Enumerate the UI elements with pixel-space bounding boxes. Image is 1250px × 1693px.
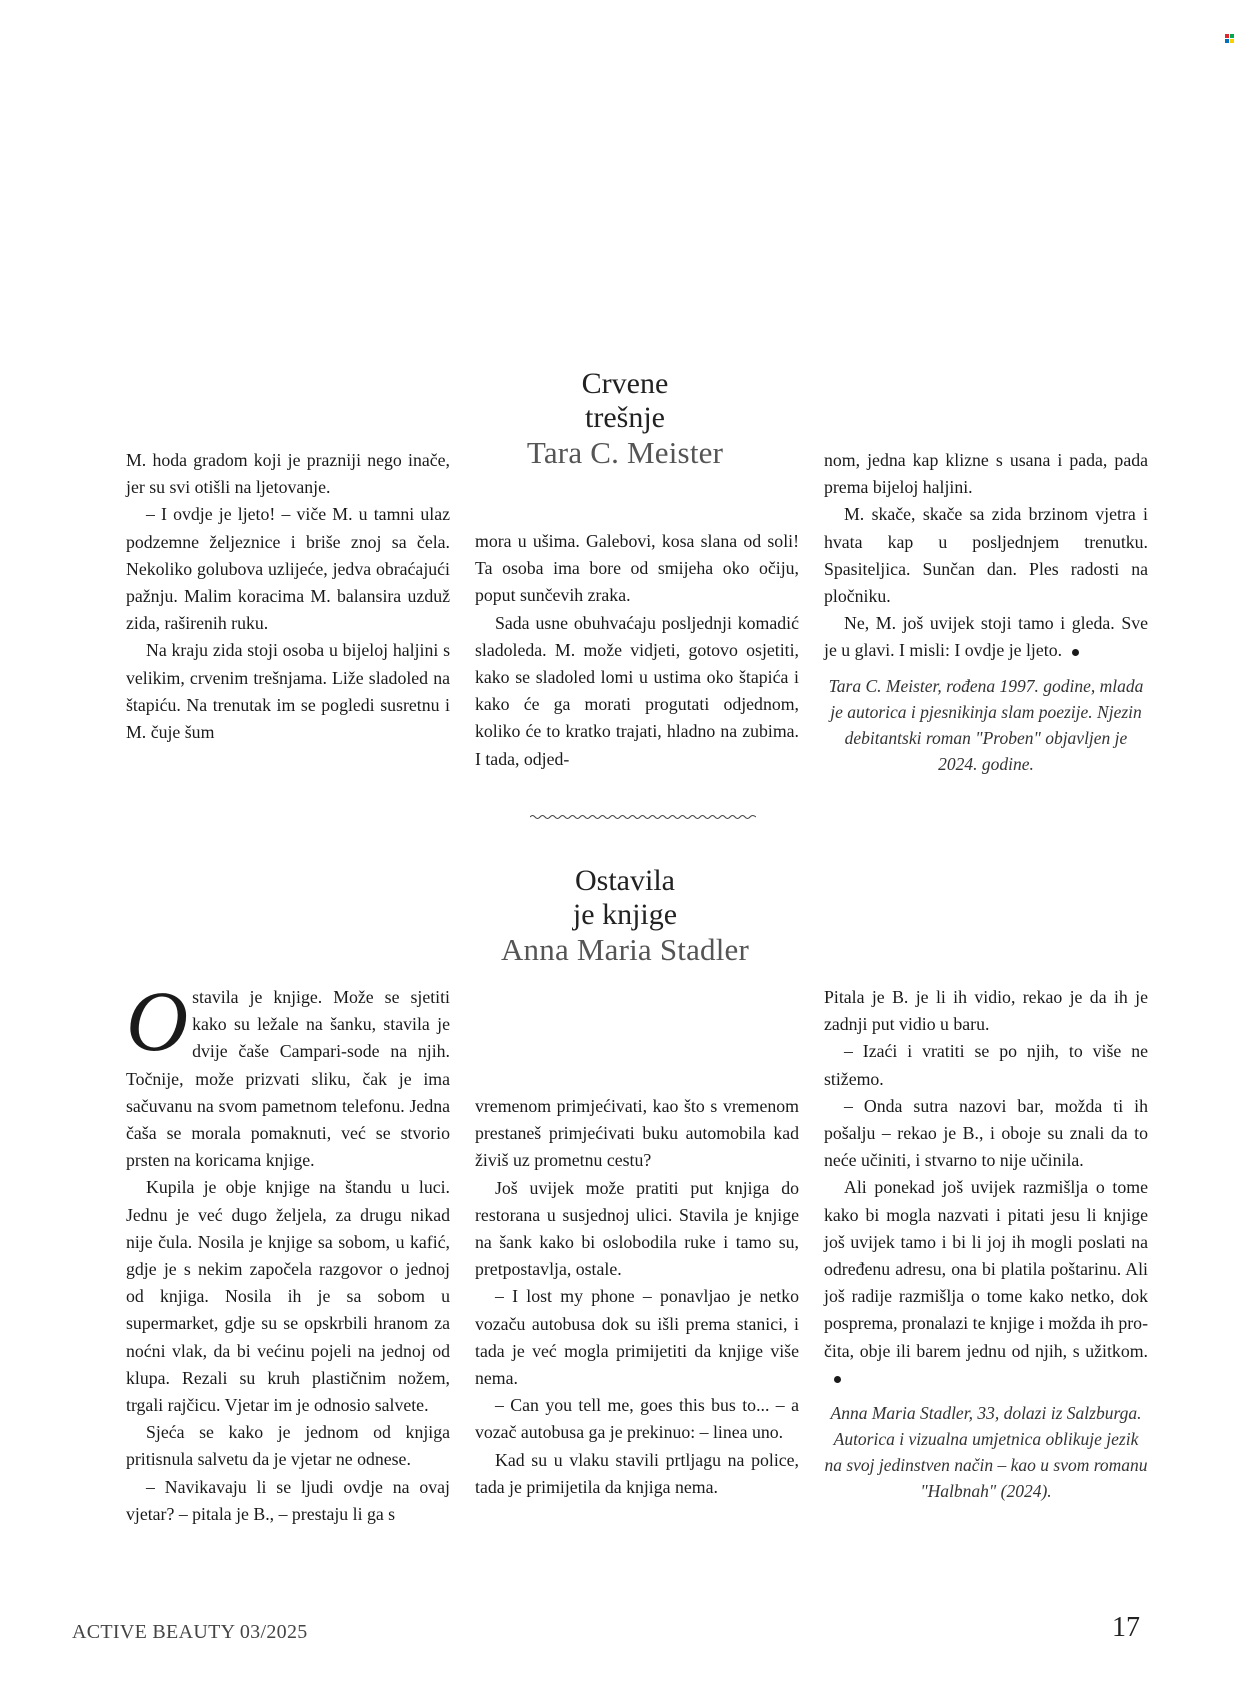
story2-column-3 (824, 984, 1148, 1504)
story1-column-3 (824, 447, 1148, 777)
logo-square-blue (1225, 39, 1229, 43)
story1-column-2 (475, 528, 799, 773)
paragraph: Kupila je obje knjige na štandu u luci. Jednu je već dugo željela, za drugu nikad nije čula. Nosila je knjige sa sobom, u kafić, gdje je s nekim započela razgovor o jednoj od knjiga. Nosila ih je sa sobom u supermarket, gdje su se opskrbili hranom za noćni vlak, da bi većinu pojeli na jednoj od klupa. Rezali su kruh plastičnim nožem, trgali rajčicu. Vjetar im je odnosio salvete. (126, 1177, 450, 1416)
paragraph: Još uvijek može pratiti put knjiga do restorana u susjednoj ulici. Stavila je knjige na šank kako bi oslobodila ruke i tamo su, pretpostavlja, ostale. (475, 1177, 799, 1280)
story1-author: Tara C. Meister (526, 435, 724, 470)
paragraph: – Navikavaju li se ljudi ovdje na ovaj vjetar? – pitala je B., – prestaju li ga s (126, 1476, 450, 1524)
paragraph: – Can you tell me, goes this bus to... – a vozač autobusa ga je prekinuo: – linea uno. (475, 1395, 799, 1443)
story2-column-2 (475, 1093, 799, 1501)
story2-title-line1: Ostavila (575, 864, 675, 897)
logo-square-green (1230, 34, 1234, 38)
story1-title-line2: trešnje (585, 401, 665, 434)
paragraph (824, 1174, 1148, 1392)
paragraph: Sjeća se kako je jednom od knjiga pritisnula salvetu da je vjetar ne odnese. (126, 1422, 450, 1470)
paragraph: – I ovdje je ljeto! – viče M. u tamni ulaz podzemne željeznice i briše znoj sa čela. Nekoliko golubova uzlijeće, jedva obraćajući pažnju. Malim koracima M. balansira uzduž zida, raširenih ruku. (126, 504, 450, 634)
story2-author: Anna Maria Stadler (500, 932, 750, 967)
paragraph: Pitala je B. je li ih vidio, rekao je da ih je zadnji put vidio u baru. (824, 987, 1148, 1035)
end-mark-icon (1072, 649, 1079, 656)
author-bio: Tara C. Meister, rođena 1997. godine, mlada je autorica i pjesnikinja slam poezije. Njezin debitantski roman "Proben" objavljen je 2024. godine. (828, 675, 1144, 774)
paragraph-text: stavila je knjige. Može se sjetiti kako su ležale na šanku, stavila je dvije čaše Campari-sode na njih. Točnije, može prizvati sliku, čak je ima sačuvanu na svom pametnom telefonu. Jedna čaša se morala pomaknuti, već se stvorio prsten na koricama knjige. (126, 987, 450, 1171)
paragraph: M. hoda gradom koji je prazniji nego inače, jer su svi otišli na ljetovanje. (126, 450, 450, 498)
logo-square-red (1225, 34, 1229, 38)
story2-title-line2: je knjige (572, 898, 678, 931)
paragraph: – Onda sutra nazovi bar, možda ti ih pošalju – rekao je B., i oboje su znali da to neće učiniti, i stvarno to nije učinila. (824, 1095, 1148, 1171)
drop-cap: O (126, 973, 189, 1069)
paragraph-text: Ali ponekad još uvijek razmišlja o tome kako bi mogla nazvati i pitati jesu li knjige još uvijek tamo i bi li joj ih mogli poslati na određenu adresu, ona bi platila poštarinu. Ali još radije razmišlja o tome kako netko, dok posprema, pronalazi te knjige i možda ih pročita, obje ili barem jednu od njih, s užitkom. (824, 1177, 1148, 1361)
story2-column-1 (126, 973, 450, 1528)
magazine-issue: ACTIVE BEAUTY 03/2025 (72, 1621, 308, 1643)
paragraph: nom, jedna kap klizne s usana i pada, pada prema bijeloj haljini. (824, 450, 1148, 498)
story1-title-line1: Crvene (581, 367, 669, 400)
page-number: 17 (1112, 1612, 1140, 1643)
end-mark-icon (834, 1376, 841, 1383)
story1-column-1 (126, 447, 450, 746)
paragraph-text: Ne, M. još uvijek stoji tamo i gleda. Sve je u glavi. I misli: I ovdje je ljeto. (824, 613, 1148, 661)
wave-divider (530, 812, 756, 822)
paragraph: Kad su u vlaku stavili prtljagu na police, tada je primijetila da knjiga nema. (475, 1449, 799, 1497)
paragraph: mora u ušima. Galebovi, kosa slana od soli! Ta osoba ima bore od smijeha oko očiju, poput sunčevih zraka. (475, 531, 799, 606)
paragraph (824, 610, 1148, 664)
paragraph: Na kraju zida stoji osoba u bijeloj haljini s velikim, crvenim trešnjama. Liže sladoled na štapiću. Na trenutak im se pogledi susretnu i M. čuje šum (126, 640, 450, 743)
paragraph: Sada usne obuhvaćaju posljednji komadić sladoleda. M. može vidjeti, gotovo osjetiti, kako se sladoled lomi u ustima oko štapića i kako će ga morati progutati odjednom, koliko će to kratko trajati, hladno na zubima. I tada, odjed- (475, 612, 799, 769)
corner-logo (1225, 34, 1234, 43)
logo-square-yellow (1230, 39, 1234, 43)
paragraph (126, 973, 450, 1174)
paragraph: M. skače, skače sa zida brzinom vjetra i hvata kap u posljednjem trenutku. Spasiteljica. Sunčan dan. Ples radosti na pločniku. (824, 504, 1148, 607)
author-bio: Anna Maria Stadler, 33, dolazi iz Salzburga. Autorica i vizualna umjetnica oblikuje jezik na svoj jedinstven način – kao u svom romanu "Halbnah" (2024). (824, 1403, 1148, 1502)
story2-heading (0, 864, 1250, 968)
paragraph: vremenom primjećivati, kao što s vremenom prestaneš primjećivati buku automobila kad živiš uz prometnu cestu? (475, 1096, 799, 1171)
paragraph: – I lost my phone – ponavljao je netko vozaču autobusa dok su išli prema stanici, i tada je već mogla primijetiti da knjige više nema. (475, 1286, 799, 1389)
paragraph: – Izaći i vratiti se po njih, to više ne stižemo. (824, 1041, 1148, 1089)
